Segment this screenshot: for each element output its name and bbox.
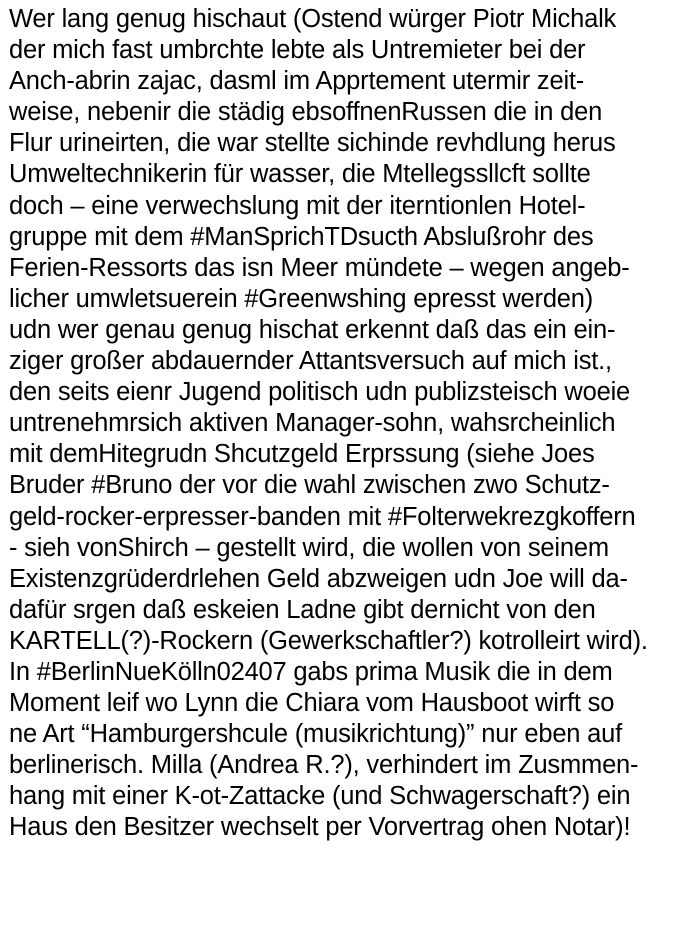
text-line: Haus den Besitzer wechselt per Vorvertrag ohen Notar)!: [9, 813, 631, 842]
text-line: ne Art “Hamburgershcule (musikrichtung)” nur eben auf: [9, 720, 623, 749]
text-line: Flur urineirten, die war stellte sichinde revhdlung herus: [9, 129, 616, 158]
text-line: der mich fast umbrchte lebte als Untremieter bei der: [9, 36, 586, 65]
text-line: weise, nebenir die städig ebsoffnenRussen die in den: [9, 98, 603, 127]
text-line: untrenehmrsich aktiven Manager-sohn, wahsrcheinlich: [9, 409, 616, 438]
text-line: udn wer genau genug hischat erkennt daß das ein ein-: [9, 315, 616, 344]
text-line: den seits eienr Jugend politisch udn publizsteisch woeie: [9, 378, 631, 407]
text-line: Ferien-Ressorts das isn Meer mündete – wegen angeb-: [9, 253, 630, 282]
text-line: dafür srgen daß eskeien Ladne gibt dernicht von den: [9, 595, 596, 624]
text-line: berlinerisch. Milla (Andrea R.?), verhindert im Zusmmen-: [9, 751, 639, 780]
text-line: - sieh vonShirch – gestellt wird, die wollen von seinem: [9, 533, 609, 562]
text-line: KARTELL(?)-Rockern (Gewerkschaftler?) kotrolleirt wird).: [9, 626, 648, 655]
text-line: licher umwletsuerein #Greenwshing epresst werden): [9, 284, 594, 313]
text-line: Existenzgrüderdrlehen Geld abzweigen udn Joe will da-: [9, 564, 628, 593]
text-line: doch – eine verwechslung mit der iterntionlen Hotel-: [9, 191, 586, 220]
text-line: In #BerlinNueKölln02407 gabs prima Musik die in dem: [9, 657, 613, 686]
text-line: Umweltechnikerin für wasser, die Mtellegssllcft sollte: [9, 160, 591, 189]
text-line: hang mit einer K-ot-Zattacke (und Schwagerschaft?) ein: [9, 782, 631, 811]
text-line: Wer lang genug hischaut (Ostend würger Piotr Michalk: [9, 5, 617, 33]
text-line: Anch-abrin zajac, dasml im Apprtement utermir zeit-: [9, 67, 585, 96]
body-text: [9, 4, 681, 844]
text-line: mit demHitegrudn Shcutzgeld Erprssung (siehe Joes: [9, 440, 595, 469]
text-line: ziger großer abdauernder Attantsversuch auf mich ist.,: [9, 347, 612, 376]
text-line: gruppe mit dem #ManSprichTDsucth Abslußrohr des: [9, 222, 594, 251]
text-line: geld-rocker-erpresser-banden mit #Folterwekrezgkoffern: [9, 502, 636, 531]
text-line: Bruder #Bruno der vor die wahl zwischen zwo Schutz-: [9, 471, 610, 500]
text-line: Moment leif wo Lynn die Chiara vom Hausboot wirft so: [9, 689, 615, 718]
